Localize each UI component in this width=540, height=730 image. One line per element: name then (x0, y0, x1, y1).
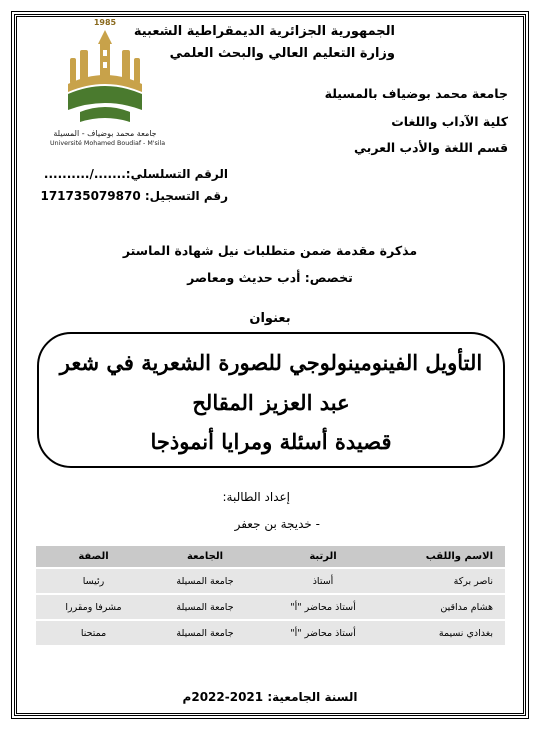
jury-header-role: الصفة (36, 546, 151, 568)
ministry-heading: وزارة التعليم العالي والبحث العلمي (169, 46, 395, 61)
registration-number: رقم التسجيل: 171735079870 (40, 189, 228, 203)
republic-heading: الجمهورية الجزائرية الديمقراطية الشعبية (133, 24, 395, 39)
jury-table (36, 546, 505, 647)
jury-header-name: الاسم واللقب (387, 546, 505, 568)
jury-header-university: الجامعة (151, 546, 259, 568)
student-name: - خديجة بن جعفر (234, 517, 320, 531)
university-name: جامعة محمد بوضياف بالمسيلة (324, 86, 508, 101)
thesis-title-line-2: عبد العزيز المقالح (192, 390, 350, 415)
faculty-name: كلية الآداب واللغات (391, 114, 508, 129)
logo-year: 1985 (93, 18, 117, 27)
titled-label: بعنوان (249, 311, 291, 326)
jury-member-name: ناصر بركة (387, 568, 505, 594)
memo-purpose: مذكرة مقدمة ضمن متطلبات نيل شهادة الماستر (122, 243, 418, 258)
university-logo (50, 18, 166, 148)
table-row (36, 568, 505, 594)
department-name: قسم اللغة والأدب العربي (354, 140, 508, 155)
prepared-by-label: إعداد الطالبة: (222, 490, 290, 504)
logo-name-french: Université Mohamed Boudiaf - M'sila (50, 140, 166, 147)
jury-member-name: بغدادي نسيمة (387, 620, 505, 646)
jury-member-university: جامعة المسيلة (151, 594, 259, 620)
thesis-title-line-3: قصيدة أسئلة ومرايا أنموذجا (150, 429, 392, 454)
jury-member-university: جامعة المسيلة (151, 620, 259, 646)
academic-year: السنة الجامعية: 2021-2022م (182, 690, 358, 704)
jury-member-role: مشرفا ومقررا (36, 594, 151, 620)
jury-member-rank: أستاذ محاضر "أ" (259, 620, 387, 646)
thesis-title-line-1: التأويل الفينومينولوجي للصورة الشعرية في شعر (59, 350, 483, 375)
jury-member-role: ممتحنا (36, 620, 151, 646)
jury-header-row (36, 546, 505, 568)
jury-member-role: رئيسا (36, 568, 151, 594)
jury-member-university: جامعة المسيلة (151, 568, 259, 594)
thesis-title-box (37, 332, 505, 468)
jury-member-rank: أستاذ (259, 568, 387, 594)
jury-header-rank: الرتبة (259, 546, 387, 568)
table-row (36, 620, 505, 646)
logo-name-arabic: جامعة محمد بوضياف - المسيلة (53, 129, 157, 138)
jury-member-name: هشام مداقين (387, 594, 505, 620)
table-row (36, 594, 505, 620)
serial-number: الرقم التسلسلي:......./.......... (43, 167, 228, 181)
specialty: تخصص: أدب حديث ومعاصر (187, 270, 353, 285)
jury-member-rank: أستاذ محاضر "أ" (259, 594, 387, 620)
university-emblem-icon (50, 18, 160, 130)
